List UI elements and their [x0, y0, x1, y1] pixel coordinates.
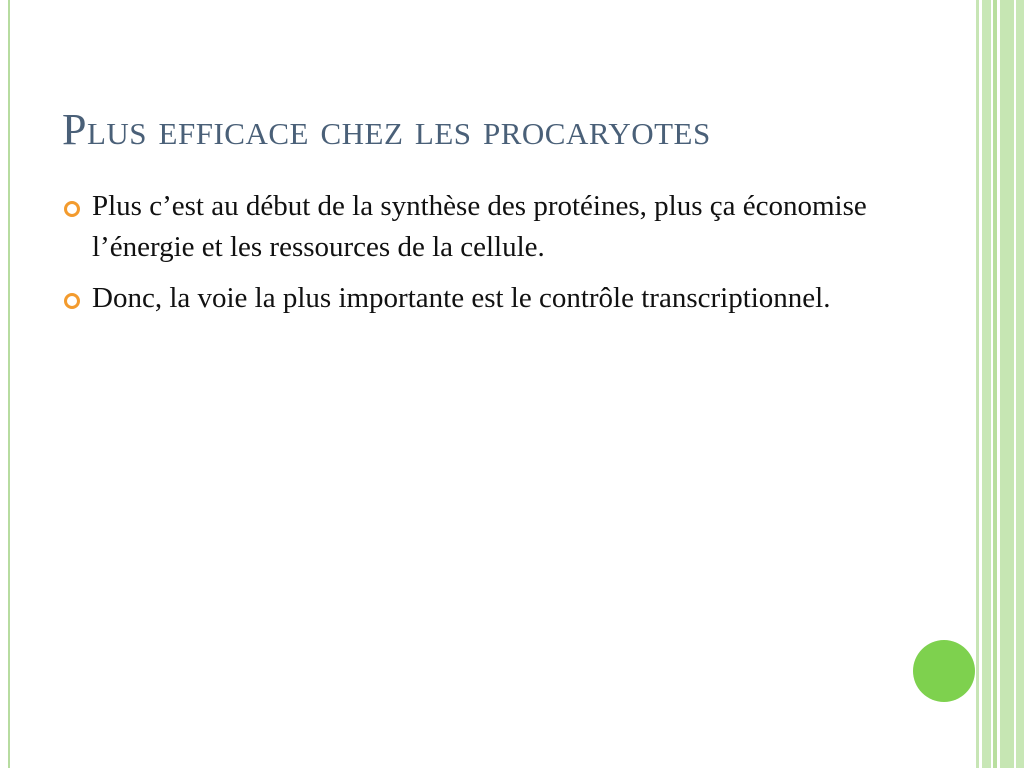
bullet-item — [60, 186, 890, 268]
bullet-list — [60, 186, 890, 329]
bullet-item — [60, 278, 890, 319]
slide-title: Plus efficace chez les procaryotes — [62, 105, 711, 154]
bullet-ring-icon — [64, 293, 80, 309]
bullet-ring-icon — [64, 201, 80, 217]
bullet-text: Plus c’est au début de la synthèse des protéines, plus ça économise l’énergie et les ressources de la cellule. — [92, 190, 867, 263]
right-decorative-stripes — [976, 0, 1024, 768]
bullet-text: Donc, la voie la plus importante est le contrôle transcriptionnel. — [92, 282, 831, 314]
left-border-line — [8, 0, 10, 768]
green-circle-icon — [913, 640, 975, 702]
